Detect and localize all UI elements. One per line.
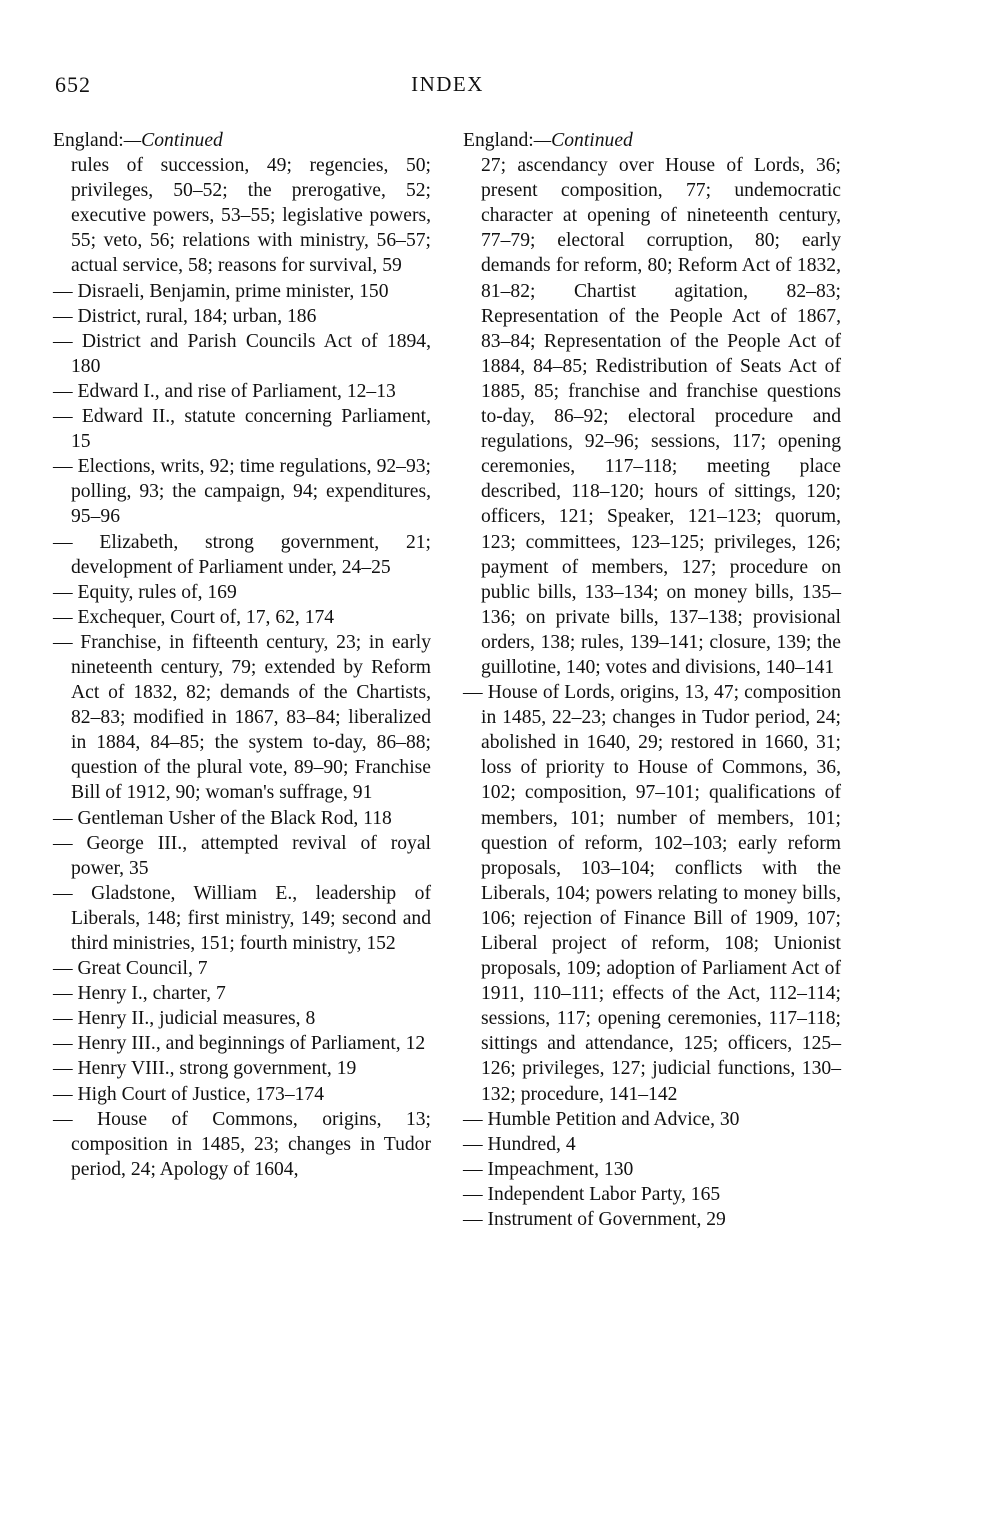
index-entry-continued: rules of succession, 49; regencies, 50; privileges, 50–52; the prerogative, 52; executive powers, 53–55; legislative powers, 55; veto, 56; relations with ministry, 56–57; actual service, 58; reasons for survival, 59 (71, 155, 431, 277)
index-entry: — District and Parish Councils Act of 1894, 180 (53, 330, 431, 377)
index-entry: — George III., attempted revival of royal power, 35 (53, 832, 431, 879)
index-entry: — Edward I., and rise of Parliament, 12–13 (53, 380, 396, 402)
page-number: 652 (55, 72, 91, 97)
index-entry: — Henry I., charter, 7 (53, 983, 226, 1005)
index-entry: — Humble Petition and Advice, 30 (463, 1108, 740, 1130)
index-entry: — House of Commons, origins, 13; composition in 1485, 23; changes in Tudor period, 24; Apology of 1604, (53, 1108, 431, 1180)
index-entry: — High Court of Justice, 173–174 (53, 1083, 325, 1105)
index-entry: — Equity, rules of, 169 (53, 581, 237, 603)
index-entry: — Elizabeth, strong government, 21; development of Parliament under, 24–25 (53, 531, 431, 578)
index-entry: — Franchise, in fifteenth century, 23; in early nineteenth century, 79; extended by Reform Act of 1832, 82; demands of the Chartists, 82–83; modified in 1867, 83–84; liberalized in 1884, 84–85; the system to-day, 86–88; question of the plural vote, 89–90; Franchise Bill of 1912, 90; woman's suffrage, 91 (53, 631, 431, 804)
heading-label: England: (53, 130, 124, 151)
index-entry: — District, rural, 184; urban, 186 (53, 305, 317, 327)
left-column (53, 128, 431, 1182)
heading-label: England: (463, 130, 534, 151)
index-entry: — Henry VIII., strong government, 19 (53, 1058, 357, 1080)
index-entry: — Henry III., and beginnings of Parliament, 12 (53, 1033, 426, 1055)
page-header (55, 72, 840, 104)
column-heading (463, 128, 841, 153)
index-entry: — Henry II., judicial measures, 8 (53, 1008, 316, 1030)
index-entry: — Gladstone, William E., leadership of Liberals, 148; first ministry, 149; second and third ministries, 151; fourth ministry, 152 (53, 882, 431, 954)
index-entry-continued: 27; ascendancy over House of Lords, 36; present composition, 77; undemocratic character at opening of nineteenth century, 77–79; electoral corruption, 80; early demands for reform, 80; Reform Act of 1832, 81–82; Chartist agitation, 82–83; Representation of the People Act of 1867, 83–84; Representation of the People Act of 1884, 84–85; Redistribution of Seats Act of 1885, 85; franchise and franchise questions to-day, 86–92; electoral procedure and regulations, 92–96; sessions, 117; opening ceremonies, 117–118; meeting place described, 118–120; hours of sittings, 120; officers, 121; Speaker, 121–123; quorum, 123; committees, 123–125; privileges, 126; payment of members, 127; procedure on public bills, 133–134; on money bills, 135–136; on private bills, 137–138; provisional orders, 138; rules, 139–141; closure, 139; the guillotine, 140; votes and divisions, 140–141 (481, 155, 841, 678)
column-heading (53, 128, 431, 153)
heading-continued: —Continued (533, 130, 633, 151)
index-entry: — Elections, writs, 92; time regulations, 92–93; polling, 93; the campaign, 94; expenditures, 95–96 (53, 456, 431, 528)
index-entry: — Hundred, 4 (463, 1133, 576, 1155)
index-entry: — Great Council, 7 (53, 958, 208, 980)
index-entry: — Gentleman Usher of the Black Rod, 118 (53, 807, 392, 829)
running-head: INDEX (411, 72, 484, 96)
index-entry: — Edward II., statute concerning Parliament, 15 (53, 406, 431, 453)
index-entry: — Disraeli, Benjamin, prime minister, 150 (53, 280, 389, 302)
index-entry: — Instrument of Government, 29 (463, 1209, 726, 1231)
heading-continued: —Continued (123, 130, 223, 151)
index-entry: — Exchequer, Court of, 17, 62, 174 (53, 606, 335, 628)
index-entry: — Independent Labor Party, 165 (463, 1183, 721, 1205)
index-entry: — Impeachment, 130 (463, 1158, 634, 1180)
index-entry: — House of Lords, origins, 13, 47; composition in 1485, 22–23; changes in Tudor period, 24; abolished in 1640, 29; restored in 1660, 31; loss of priority to House of Commons, 36, 102; composition, 97–101; qualifications of members, 101; number of members, 101; question of reform, 102–103; early reform proposals, 103–104; conflicts with the Liberals, 104; powers relating to money bills, 106; rejection of Finance Bill of 1909, 107; Liberal project of reform, 108; Unionist proposals, 109; adoption of Parliament Act of 1911, 110–111; effects of the Act, 112–114; sessions, 117; opening ceremonies, 117–118; sittings and attendance, 125; officers, 125–126; privileges, 127; judicial functions, 130–132; procedure, 141–142 (463, 682, 841, 1105)
right-column (463, 128, 841, 1232)
